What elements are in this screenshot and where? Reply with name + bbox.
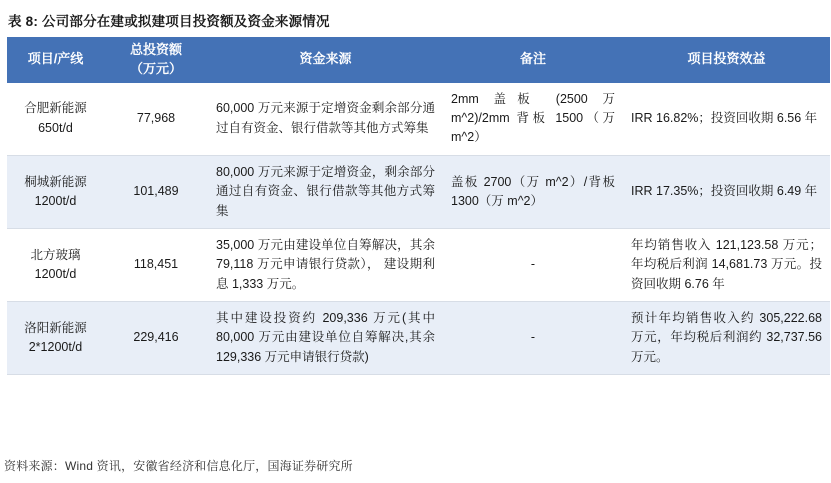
column-header-total-investment — [104, 37, 208, 83]
cell-project — [7, 302, 104, 375]
cell-project-line2: 1200t/d — [34, 193, 77, 208]
table-body — [7, 83, 830, 375]
column-header-total-investment-line1: 总投资额 — [129, 42, 182, 57]
cell-benefit: 年均销售收入 121,123.58 万元； 年均税后利润 14,681.73 万元。投资回收期 6.76 年 — [623, 228, 830, 301]
cell-remark: - — [443, 228, 623, 301]
investment-table — [7, 37, 830, 375]
table-row — [7, 155, 830, 228]
cell-funding-source: 80,000 万元来源于定增资金，剩余部分通过自有资金、银行借款等其他方式筹集 — [208, 155, 443, 228]
cell-total-investment: 77,968 — [104, 83, 208, 156]
cell-funding-source: 35,000 万元由建设单位自筹解决，其余 79,118 万元申请银行贷款）， 建设期利息 1,333 万元。 — [208, 228, 443, 301]
source-note: 资料来源：Wind 资讯，安徽省经济和信息化厅，国海证券研究所 — [4, 459, 353, 473]
cell-project-line1: 桐城新能源 — [24, 174, 87, 189]
table-header-row — [7, 37, 830, 83]
column-header-funding-source: 资金来源 — [208, 37, 443, 83]
cell-project — [7, 228, 104, 301]
cell-project-line2: 1200t/d — [34, 267, 77, 281]
cell-project — [7, 155, 104, 228]
cell-project-line1: 洛阳新能源 — [24, 320, 87, 335]
cell-total-investment: 118,451 — [104, 228, 208, 301]
cell-remark: 盖板 2700（万 m^2）/背板 1300（万 m^2） — [443, 155, 623, 228]
table-header — [7, 37, 830, 83]
cell-project-line2: 650t/d — [38, 120, 73, 135]
cell-project-line1: 北方玻璃 — [30, 247, 81, 262]
cell-benefit: IRR 17.35%；投资回收期 6.49 年 — [623, 155, 830, 228]
table-row — [7, 302, 830, 375]
column-header-remark: 备注 — [443, 37, 623, 83]
cell-project — [7, 83, 104, 156]
cell-funding-source: 60,000 万元来源于定增资金剩余部分通过自有资金、银行借款等其他方式筹集 — [208, 83, 443, 156]
table-row — [7, 228, 830, 301]
column-header-project: 项目/产线 — [7, 37, 104, 83]
cell-remark: - — [443, 302, 623, 375]
table-caption: 表 8: 公司部分在建或拟建项目投资额及资金来源情况 — [8, 14, 330, 29]
cell-project-line1: 合肥新能源 — [24, 101, 87, 116]
cell-total-investment: 101,489 — [104, 155, 208, 228]
cell-project-line2: 2*1200t/d — [28, 340, 83, 355]
cell-benefit: 预计年均销售收入约 305,222.68 万元，年均税后利润约 32,737.56 万元。 — [623, 302, 830, 375]
cell-funding-source: 其中建设投资约 209,336 万元(其中 80,000 万元由建设单位自筹解决,其余 129,336 万元申请银行贷款) — [208, 302, 443, 375]
column-header-benefit: 项目投资效益 — [623, 37, 830, 83]
table-row — [7, 83, 830, 156]
cell-benefit: IRR 16.82%；投资回收期 6.56 年 — [623, 83, 830, 156]
cell-total-investment: 229,416 — [104, 302, 208, 375]
cell-remark: 2mm 盖板 (2500 万 m^2)/2mm 背板 1500（万 m^2） — [443, 83, 623, 156]
column-header-total-investment-line2: （万元） — [129, 60, 182, 76]
